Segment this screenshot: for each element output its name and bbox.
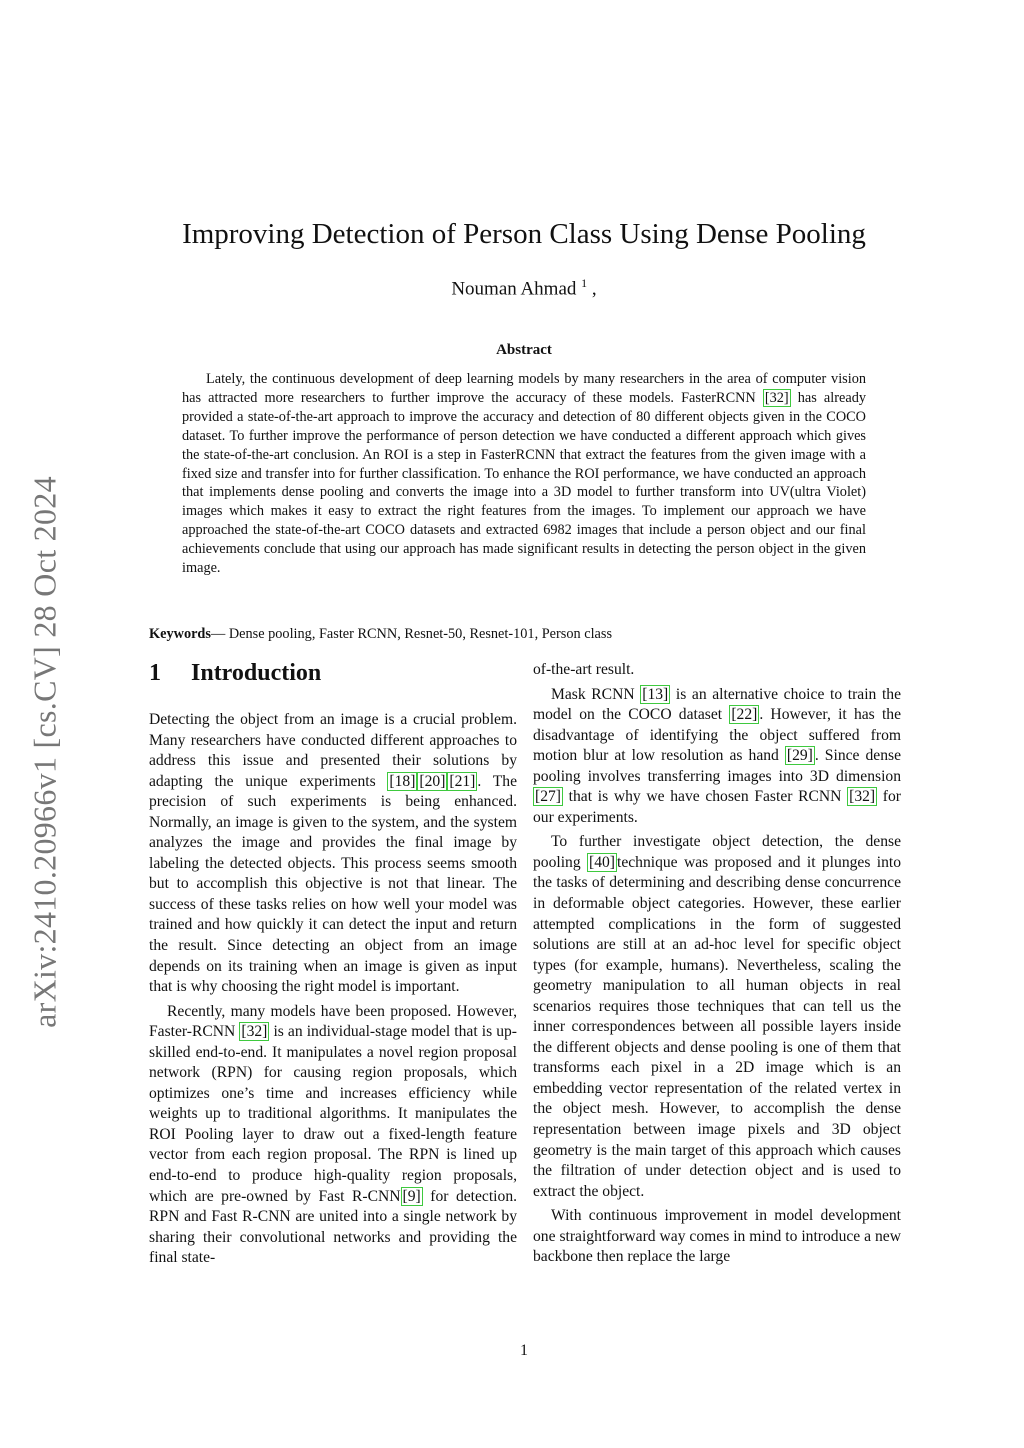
section-heading [149,660,517,690]
abstract-text: Lately, the continuous development of deep learning models by many researchers in the area of computer vision has attracted more researchers to further improve the accuracy of these models. FasterRCNN [32] has already provided a state-of-the-art approach to improve the accuracy and detection of 80 different objects given in the COCO dataset. To further improve the performance of person detection we have conducted a different approach which gives the state-of-the-art conclusion. An ROI is a step in FasterRCNN that extract the features from the given image with a fixed size and transfer into for further classification. To enhance the ROI performance, we have conducted an approach that implements dense pooling and converts the image into a 3D model to further transform into UV(ultra Violet) images which makes it easy to extract the right features from the images. To implement our approach we have approached the state-of-the-art COCO datasets and extracted 6982 images that include a person object and our final achievements conclude that using our approach has made significant results in detecting the person object in the given image. [182,371,866,577]
right-column [533,660,901,1272]
section-title: Introduction [191,660,322,686]
author-line [0,276,1024,300]
keywords-text: — Dense pooling, Faster RCNN, Resnet-50, Resnet-101, Person class [210,626,613,642]
author-affiliation-mark: 1 [581,276,588,290]
paper-title: Improving Detection of Person Class Using Dense Pooling [182,218,866,250]
continued-text: of-the-art result. [533,661,635,678]
page-number: 1 [520,1342,528,1359]
abstract-heading: Abstract [496,342,552,358]
citation-link[interactable]: [13] [642,685,669,703]
citation-link[interactable]: [22] [731,706,758,724]
arxiv-sidebar-stamp [22,452,68,1052]
citation-link[interactable]: [21] [449,772,476,790]
citation-link[interactable]: [32] [849,788,876,806]
citation-link[interactable]: [32] [241,1023,268,1041]
citation-link[interactable]: [40] [589,853,615,871]
arxiv-identifier: arXiv:2410.20966v1 [cs.CV] 28 Oct 2024 [26,476,63,1028]
intro-paragraph-5: With continuous improvement in model development one straightforward way comes in mind to introduce a new backbone then replace the large [533,1207,901,1266]
intro-paragraph-1: Detecting the object from an image is a crucial problem. Many researchers have conducted different approaches to address this issue and presented their solutions by adapting the unique experiments [18] [20] [21] . The precision of such experiments is being enhanced. Normally, an image is given to the system, and the system analyzes the image and provides the final image by labeling the detected objects. This process seems smooth but to accomplish this objective is not that linear. The success of these tasks relies on how well your model was trained and how quickly it can detect the input and return the result. Since detecting an object from an image depends on its training when an image is given as input that is why choosing the right model is important. [149,711,517,996]
left-column [149,660,517,1273]
intro-paragraph-2: Recently, many models have been proposed. However, Faster-RCNN [32] is an individual-stage model that is up-skilled end-to-end. It manipulates a novel region proposal network (RPN) for causing region proposals, which optimizes one’s time and increases efficiency while weights up to traditional algorithms. It manipulates the ROI Pooling layer to draw out a fixed-length feature vector from each region proposal. The RPN is lined up end-to-end to produce high-quality region proposals, which are pre-owned by Fast R-CNN [9] for detection. RPN and Fast R-CNN are united into a single network by sharing their convolutional networks and providing the final state- [149,1002,518,1267]
keywords-label: Keywords [149,626,211,642]
author-name: Nouman Ahmad [451,278,577,300]
citation-link[interactable]: [20] [419,772,446,790]
intro-paragraph-4: To further investigate object detection, the dense pooling [40] technique was proposed and it plunges into the tasks of determining and describing dense concurrence in deformable object categories. However, these earlier attempted complications in the form of suggested solutions are still at an ad-hoc level for specific object types (for example, humans). Nevertheless, scaling the geometry manipulation to all human objects in real scenarios requires those techniques that can tell us the inner correspondences between all possible layers inside the different objects and dense pooling is one of them that transforms each pixel in a 2D image which is an embedding vector representation of the related vertex in the object mesh. However, to accomplish the dense representation between image pixels and 3D object geometry is the main target of this approach which causes the filtration of under detection object and is used to extract the object. [533,833,901,1200]
author-trailing: , [591,278,597,300]
section-number: 1 [149,660,161,686]
citation-link[interactable]: [9] [402,1187,421,1205]
citation-link[interactable]: [32] [764,389,789,406]
citation-link[interactable]: [29] [786,747,813,765]
citation-link[interactable]: [18] [389,772,416,790]
citation-link[interactable]: [27] [535,788,561,806]
keywords-line [149,626,909,643]
intro-paragraph-3: Mask RCNN [13] is an alternative choice to train the model on the COCO dataset [22] . However, it has the disadvantage of identifying the object suffered from motion blur at low resolution as hand [29] . Since dense pooling involves transferring images into 3D dimension [27] that is why we have chosen Faster RCNN [32] for our experiments. [533,685,902,826]
